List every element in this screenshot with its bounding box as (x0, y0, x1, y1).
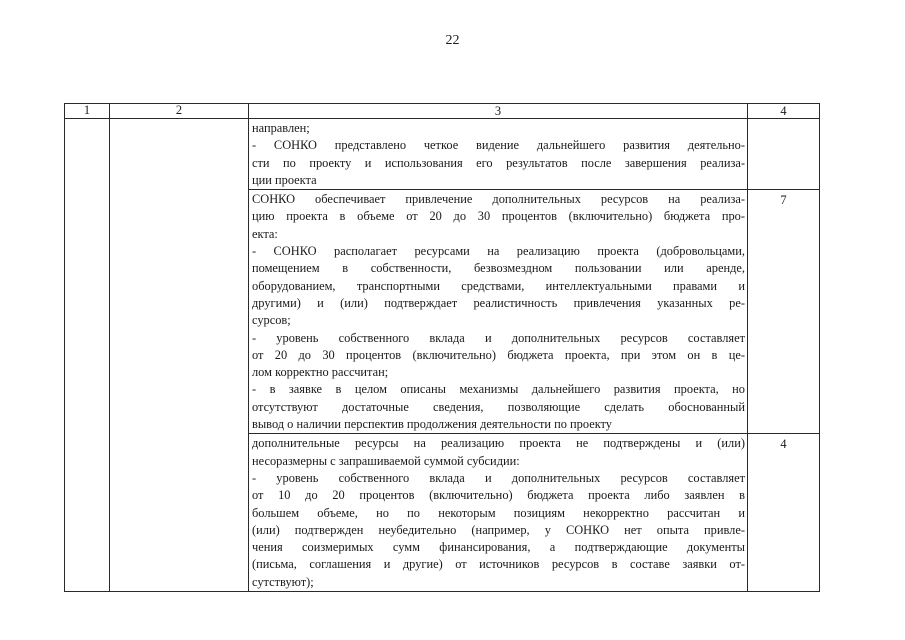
criterion-name-cell (110, 119, 249, 592)
text-line: вывод о наличии перспектив продолжения деятельности по проекту (252, 417, 612, 432)
text-line: дополнительные ресурсы на реализацию проекта не подтверждены и (или) (252, 436, 745, 451)
text-line: от 10 до 20 процентов (включительно) бюджета проекта либо заявлен в (252, 488, 745, 503)
table-header-row (65, 104, 820, 119)
text-line: сутствуют); (252, 574, 314, 589)
column-header-4: 4 (748, 104, 820, 119)
text-line: отсутствуют достаточные сведения, позволяющие сделать обоснованный (252, 399, 745, 414)
column-header-2: 2 (110, 104, 249, 119)
text-line: от 20 до 30 процентов (включительно) бюджета проекта, при этом он в це- (252, 347, 745, 362)
description-text (252, 435, 745, 591)
text-line: другими) и (или) подтверждает реалистичность привлечения указанных ре- (252, 295, 745, 310)
score-cell (748, 119, 820, 190)
text-line: цию проекта в объеме от 20 до 30 процентов (включительно) бюджета про- (252, 209, 745, 224)
text-line: СОНКО обеспечивает привлечение дополнительных ресурсов на реализа- (252, 192, 745, 207)
column-header-3: 3 (249, 104, 748, 119)
text-line: - уровень собственного вклада и дополнительных ресурсов составляет (252, 470, 745, 485)
table-row (65, 119, 820, 190)
description-cell (249, 190, 748, 434)
text-line: сти по проекту и использования его результатов после завершения реализа- (252, 155, 745, 170)
text-line: - СОНКО представлено четкое видение дальнейшего развития деятельно- (252, 138, 745, 153)
text-line: лом корректно рассчитан; (252, 365, 389, 380)
text-line: екта: (252, 226, 278, 241)
text-line: помещением в собственности, безвозмездном пользовании или аренде, (252, 261, 745, 276)
description-text (252, 120, 745, 189)
page-number: 22 (445, 33, 460, 48)
score-cell: 7 (748, 190, 820, 434)
text-line: чения соизмеримых сумм финансирования, а подтверждающие документы (252, 540, 745, 555)
description-cell (249, 434, 748, 592)
text-line: ции проекта (252, 172, 317, 187)
criteria-table (64, 103, 820, 592)
score-cell: 4 (748, 434, 820, 592)
text-line: направлен; (252, 121, 310, 135)
text-line: - СОНКО располагает ресурсами на реализацию проекта (добровольцами, (252, 244, 745, 259)
text-line: оборудованием, транспортными средствами, интеллектуальными правами и (252, 278, 745, 293)
text-line: (письма, соглашения и другие) от источников ресурсов в составе заявки от- (252, 557, 745, 572)
description-cell (249, 119, 748, 190)
text-line: - в заявке в целом описаны механизмы дальнейшего развития проекта, но (252, 382, 745, 397)
text-line: (или) подтвержден неубедительно (например, у СОНКО нет опыта привле- (252, 522, 745, 537)
text-line: сурсов; (252, 313, 291, 328)
criterion-number-cell (65, 119, 110, 592)
column-header-1: 1 (65, 104, 110, 119)
text-line: - уровень собственного вклада и дополнительных ресурсов составляет (252, 330, 745, 345)
description-text (252, 191, 745, 433)
text-line: несоразмерны с запрашиваемой суммой субсидии: (252, 453, 520, 468)
text-line: большем объеме, но по некоторым позициям некорректно рассчитан и (252, 505, 745, 520)
